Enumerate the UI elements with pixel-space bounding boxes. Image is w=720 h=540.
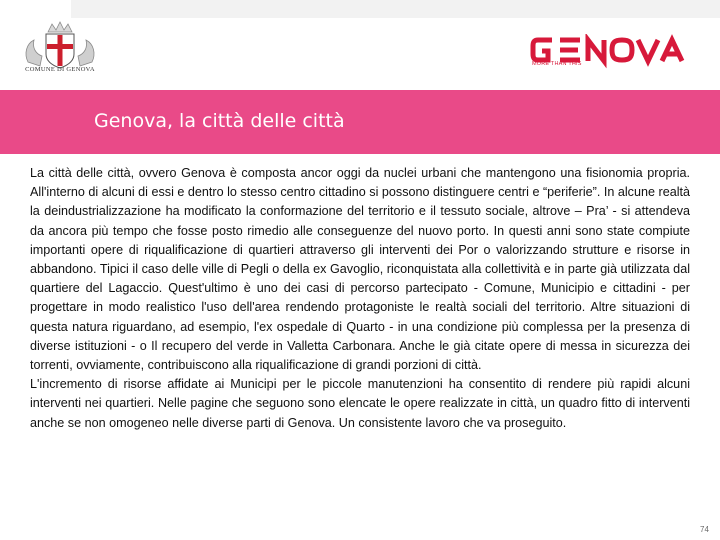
- top-strip: [71, 0, 720, 18]
- page-number: 74: [700, 525, 709, 534]
- body-paragraph: L'incremento di risorse affidate ai Municipi per le piccole manutenzioni ha consentito di rendere più rapidi alcuni interventi nei quartieri. Nelle pagine che seguono sono elencate le opere realizzate in città, un quadro fitto di interventi anche se non omogeneo nelle diverse parti di Genova. Un consistente lavoro che va proseguito.: [30, 377, 690, 430]
- crest-caption: COMUNE DI GENOVA: [25, 66, 95, 73]
- page-title: Genova, la città delle città: [94, 110, 345, 132]
- brand-tagline: MORE THAN THIS: [532, 61, 582, 67]
- body-paragraph: La città delle città, ovvero Genova è composta ancor oggi da nuclei urbani che mantengono una fisionomia propria. All'interno di alcuni di essi e dentro lo stesso centro cittadino si possono distinguere centri e “periferie”. In alcune realtà la deindustrializzazione ha modificato la conformazione del territorio e il tessuto sociale, altrove – Pra’ - si attendeva da ancora più tempo che fosse posto rimedio alle conseguenze del nuovo porto. In questi anni sono state compiute importanti opere di riqualificazione di quartieri attraverso gli interventi dei Por o valorizzando strutture e risorse in abbandono. Tipici il caso delle ville di Pegli o della ex Gavoglio, riconquistata alla collettività e in parte già utilizzata dal quartiere del Lagaccio. Quest'ultimo è uno dei casi di percorso partecipato - Comune, Municipio e cittadini - per progettare in modo realistico l'uso dell'area rendendo protagoniste le realtà sociali del territorio. Altre situazioni di questa natura riguardano, ad esempio, l'ex ospedale di Quarto - in una condizione più complessa per la presenza di diverse istituzioni - o Il recupero del verde in Valletta Carbonara. Anche le già citate opere di messa in sicurezza dei torrenti, ovviamente, contribuiscono alla riqualificazione di grandi porzioni di città.: [30, 166, 690, 373]
- body-text: [30, 164, 690, 433]
